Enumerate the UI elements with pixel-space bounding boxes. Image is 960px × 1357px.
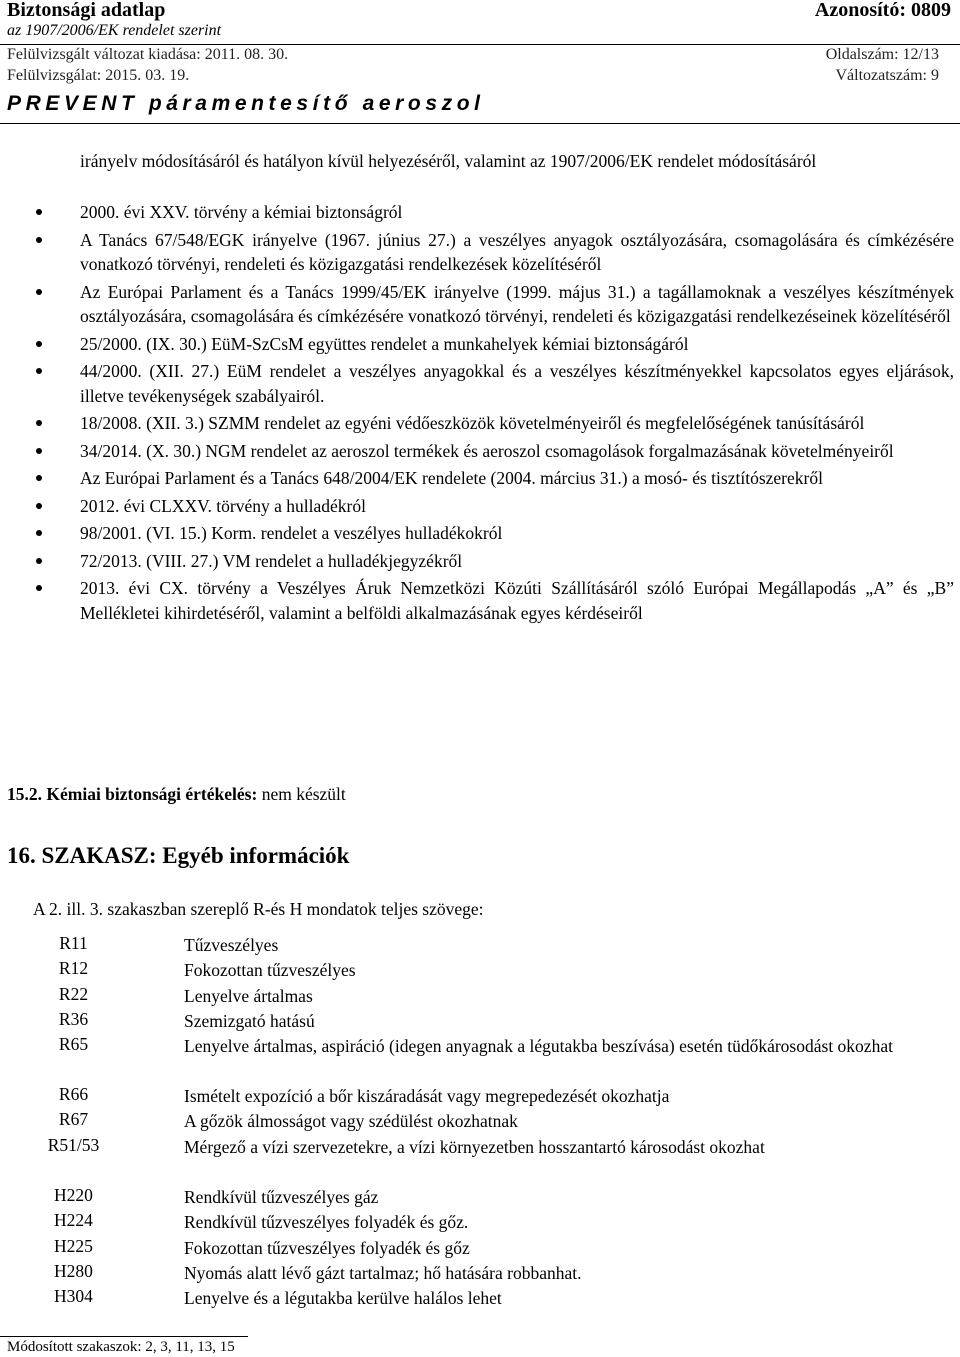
phrases-intro: A 2. ill. 3. szakaszban szereplő R-és H mondatok teljes szövege: bbox=[33, 899, 484, 919]
list-item: 72/2013. (VIII. 27.) VM rendelet a hulladékjegyzékről bbox=[0, 549, 954, 574]
bullet-icon bbox=[36, 368, 42, 374]
section-15-2-label: 15.2. Kémiai biztonsági értékelés: bbox=[7, 784, 258, 804]
list-item: 2000. évi XXV. törvény a kémiai biztonságról bbox=[0, 200, 954, 225]
modified-sections: Módosított szakaszok: 2, 3, 11, 13, 15 bbox=[7, 1339, 235, 1355]
continuation-text: irányelv módosításáról és hatályon kívül helyezéséről, valamint az 1907/2006/EK rendelet módosításáról bbox=[80, 151, 817, 171]
list-item: 34/2014. (X. 30.) NGM rendelet az aeroszol termékek és aeroszol csomagolások forgalmazásának követelményeiről bbox=[0, 439, 954, 464]
bullet-icon bbox=[36, 585, 42, 591]
bullet-icon bbox=[36, 503, 42, 509]
section-15-2-value: nem készült bbox=[261, 784, 346, 804]
document-id: Azonosító: 0809 bbox=[814, 0, 951, 21]
regulation-list bbox=[0, 200, 954, 628]
list-item: 2012. évi CLXXV. törvény a hulladékról bbox=[0, 494, 954, 519]
list-item: 25/2000. (IX. 30.) EüM-SzCsM együttes rendelet a munkahelyek kémiai biztonságáról bbox=[0, 332, 954, 357]
page-number: Oldalszám: 12/13 bbox=[825, 46, 939, 63]
list-item: Az Európai Parlament és a Tanács 648/2004/EK rendelete (2004. március 31.) a mosó- és tisztítószerekről bbox=[0, 466, 954, 491]
bullet-icon bbox=[36, 289, 42, 295]
bullet-icon bbox=[36, 237, 42, 243]
footer-divider bbox=[0, 1336, 248, 1337]
list-item: 2013. évi CX. törvény a Veszélyes Áruk Nemzetközi Közúti Szállításáról szóló Európai Megállapodás „A” és „B” Mellékletei kihirdetéséről, valamint a belföldi alkalmazásának egyes kérdéseiről bbox=[0, 576, 954, 625]
revision-date: Felülvizsgálat: 2015. 03. 19. bbox=[7, 67, 190, 84]
regulation-subtitle: az 1907/2006/EK rendelet szerint bbox=[7, 22, 222, 39]
bullet-icon bbox=[36, 530, 42, 536]
list-item: 44/2000. (XII. 27.) EüM rendelet a veszélyes anyagokkal és a veszélyes készítményekkel kapcsolatos egyes eljárások, illetve tevékenységek szabályairól. bbox=[0, 359, 954, 408]
product-name: PREVENT páramentesítő aeroszol bbox=[7, 92, 485, 115]
bullet-icon bbox=[36, 558, 42, 564]
bullet-icon bbox=[36, 448, 42, 454]
document-title: Biztonsági adatlap bbox=[7, 0, 166, 21]
revision-issue: Felülvizsgált változat kiadása: 2011. 08. 30. bbox=[7, 46, 289, 63]
bullet-icon bbox=[36, 209, 42, 215]
bullet-icon bbox=[36, 475, 42, 481]
list-item: 18/2008. (XII. 3.) SZMM rendelet az egyéni védőeszközök követelményeiről és megfelelőségének tanúsításáról bbox=[0, 411, 954, 436]
header-bottom-divider bbox=[0, 123, 960, 124]
section-16-title: 16. SZAKASZ: Egyéb információk bbox=[7, 843, 350, 868]
bullet-icon bbox=[36, 420, 42, 426]
bullet-icon bbox=[36, 341, 42, 347]
list-item: A Tanács 67/548/EGK irányelve (1967. június 27.) a veszélyes anyagok osztályozására, csomagolására és címkézésére vonatkozó törvényi, rendeleti és közigazgatási rendelkezések közelítéséről bbox=[0, 228, 954, 277]
section-15-2 bbox=[7, 784, 346, 805]
version-number: Változatszám: 9 bbox=[835, 67, 939, 84]
list-item: Az Európai Parlament és a Tanács 1999/45/EK irányelve (1999. május 31.) a tagállamoknak a veszélyes készítmények osztályozására, csomagolására és címkézésére vonatkozó törvényi, rendeleti és közigazgatási rendelkezéseinek közelítéséről bbox=[0, 280, 954, 329]
header-divider bbox=[0, 44, 960, 45]
list-item: 98/2001. (VI. 15.) Korm. rendelet a veszélyes hulladékokról bbox=[0, 521, 954, 546]
